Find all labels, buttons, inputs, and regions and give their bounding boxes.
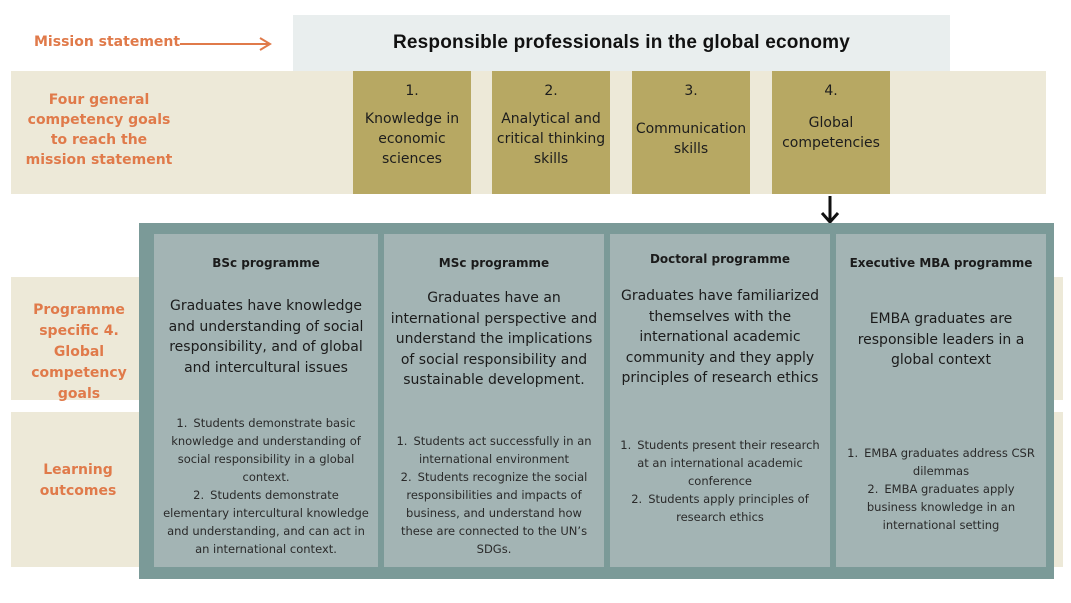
programme-title: MSc programme: [438, 256, 550, 270]
programme-goals-label: Programme specific 4. Global competency goals: [31, 302, 127, 402]
outcome-item: 1. Students present their research at an international academic conference: [620, 438, 820, 488]
goal-number: 4.: [824, 83, 838, 99]
goal-text: Global competencies: [782, 115, 880, 151]
outcome-item: 2. Students demonstrate elementary intercultural knowledge and understanding, and can act in an international context.: [163, 488, 369, 556]
right-arrow-icon: [180, 36, 274, 52]
goal-text: Communication skills: [635, 121, 747, 157]
programme-goal: EMBA graduates are responsible leaders in a global context: [857, 311, 1025, 368]
goal-number: 2.: [544, 83, 558, 99]
outcome-item: 2. Students recognize the social responsibilities and impacts of business, and understand how these are connected to the UN’s SDGs.: [400, 470, 588, 556]
programme-title: Executive MBA programme: [849, 256, 1033, 270]
learning-outcomes-list: [844, 444, 1038, 534]
goal-box-1: [353, 71, 471, 194]
goal-text: Knowledge in economic sciences: [364, 111, 460, 167]
goal-box-4: [772, 71, 890, 194]
goal-text: Analytical and critical thinking skills: [496, 111, 606, 167]
goal-box-3: [632, 71, 750, 194]
down-arrow-icon: [818, 194, 842, 226]
outcome-item: 1. Students demonstrate basic knowledge and understanding of social responsibility in a global context.: [171, 416, 361, 484]
outcome-item: 1. EMBA graduates address CSR dilemmas: [847, 446, 1035, 478]
learning-outcomes-label: Learning outcomes: [39, 462, 117, 499]
programme-title: BSc programme: [212, 256, 320, 270]
mission-statement-label: Mission statement: [34, 34, 181, 50]
programme-goal: Graduates have knowledge and understanding of social responsibility, and of global and intercultural issues: [168, 298, 364, 376]
goal-number: 1.: [405, 83, 419, 99]
programme-title: Doctoral programme: [649, 252, 791, 266]
learning-outcomes-list: [392, 432, 596, 558]
programme-goal: Graduates have familiarized themselves with the international academic community and they apply principles of research ethics: [620, 288, 820, 386]
learning-outcomes-list: [162, 414, 370, 558]
programme-column-emba: [836, 234, 1046, 567]
programme-column-bsc: [154, 234, 378, 567]
programme-column-doctoral: [610, 234, 830, 567]
learning-outcomes-list: [618, 436, 822, 526]
programme-goal: Graduates have an international perspective and understand the implications of social responsibility and sustainable development.: [390, 290, 598, 388]
competency-goals-label: Four general competency goals to reach the mission statement: [25, 92, 173, 168]
programme-column-msc: [384, 234, 604, 567]
outcome-item: 2. EMBA graduates apply business knowledge in an international setting: [866, 482, 1016, 532]
goal-box-2: [492, 71, 610, 194]
mission-statement-box: Responsible professionals in the global economy: [293, 15, 950, 71]
outcome-item: 2. Students apply principles of research ethics: [631, 492, 809, 524]
goal-number: 3.: [684, 83, 698, 99]
outcome-item: 1. Students act successfully in an international environment: [396, 434, 592, 466]
